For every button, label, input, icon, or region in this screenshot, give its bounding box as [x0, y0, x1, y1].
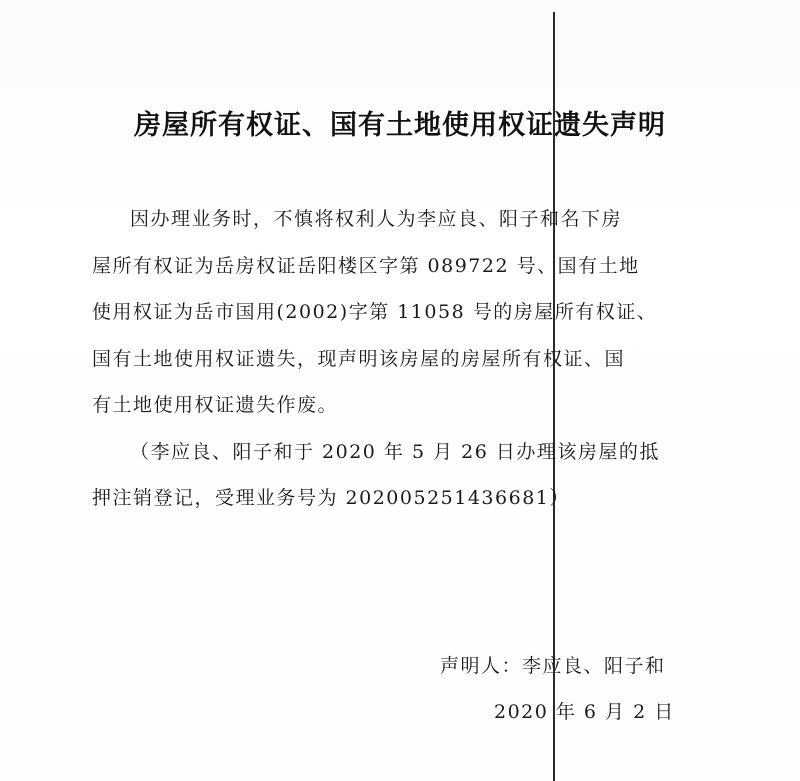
paragraph2-line-1: （李应良、阳子和于 2020 年 5 月 26 日办理该房屋的抵	[130, 440, 660, 463]
signer-line: 声明人：李应良、阳子和	[440, 655, 666, 677]
document-title: 房屋所有权证、国有土地使用权证遗失声明	[134, 110, 666, 141]
paragraph1-line-5: 有土地使用权证遗失作废。	[92, 394, 339, 416]
paragraph1-line-3: 使用权证为岳市国用(2002)字第 11058 号的房屋所有权证、	[92, 301, 658, 323]
date-line: 2020 年 6 月 2 日	[494, 701, 675, 723]
paragraph1-line-2: 屋所有权证为岳房权证岳阳楼区字第 089722 号、国有土地	[92, 254, 640, 277]
paragraph1-line-1: 因办理业务时，不慎将权利人为李应良、阳子和名下房	[130, 208, 623, 230]
paragraph1-line-4: 国有土地使用权证遗失，现声明该房屋的房屋所有权证、国	[92, 347, 626, 370]
paragraph2-line-2: 押注销登记，受理业务号为 202005251436681）	[92, 487, 570, 509]
statement-body	[92, 196, 692, 522]
